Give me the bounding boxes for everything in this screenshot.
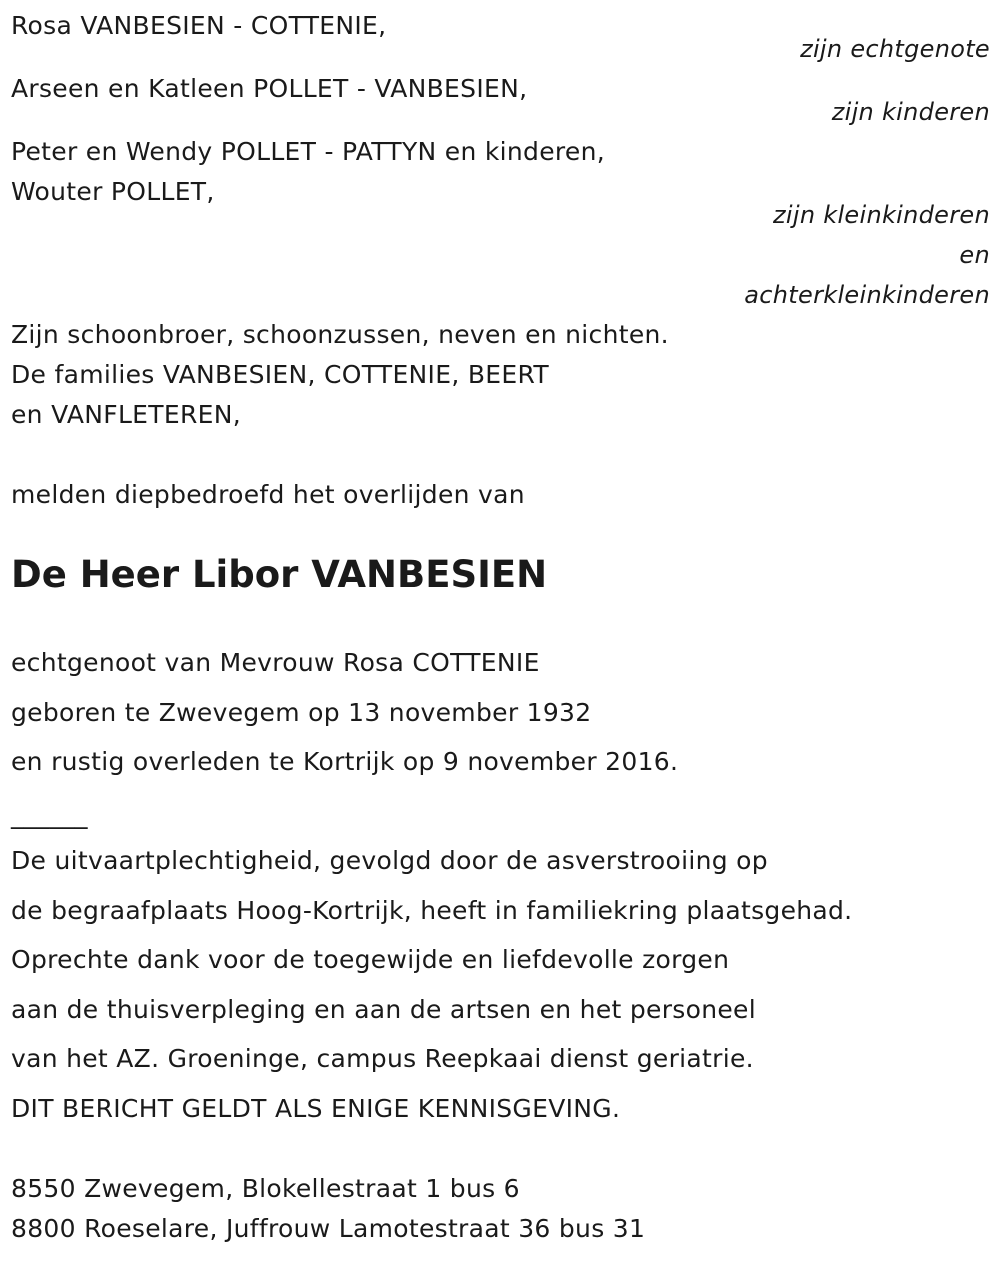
spouse-role: zijn echtgenote: [800, 35, 990, 63]
grandchildren-line-1: Peter en Wendy POLLET - PATTYN en kinderen,: [11, 137, 605, 166]
deceased-born: geboren te Zwevegem op 13 november 1932: [11, 698, 592, 727]
relatives-line-2: De families VANBESIEN, COTTENIE, BEERT: [11, 360, 549, 389]
funeral-line-2: de begraafplaats Hoog-Kortrijk, heeft in familiekring plaatsgehad.: [11, 896, 853, 925]
children-name: Arseen en Katleen POLLET - VANBESIEN,: [11, 74, 528, 103]
funeral-line-5: van het AZ. Groeninge, campus Reepkaai dienst geriatrie.: [11, 1044, 754, 1073]
grandchildren-role-line-3: achterkleinkinderen: [744, 281, 990, 309]
announcement: melden diepbedroefd het overlijden van: [11, 480, 525, 509]
relatives-line-1: Zijn schoonbroer, schoonzussen, neven en nichten.: [11, 320, 669, 349]
separator: ______: [11, 800, 88, 829]
grandchildren-role-line-2: en: [959, 241, 990, 269]
grandchildren-role-line-1: zijn kleinkinderen: [772, 201, 990, 229]
funeral-line-1: De uitvaartplechtigheid, gevolgd door de asverstrooiing op: [11, 846, 768, 875]
deceased-spouse: echtgenoot van Mevrouw Rosa COTTENIE: [11, 648, 540, 677]
children-role: zijn kinderen: [831, 98, 990, 126]
deceased-died: en rustig overleden te Kortrijk op 9 november 2016.: [11, 747, 679, 776]
funeral-line-4: aan de thuisverpleging en aan de artsen en het personeel: [11, 995, 756, 1024]
grandchildren-line-2: Wouter POLLET,: [11, 177, 215, 206]
spouse-name: Rosa VANBESIEN - COTTENIE,: [11, 11, 387, 40]
funeral-notice: DIT BERICHT GELDT ALS ENIGE KENNISGEVING.: [11, 1094, 621, 1123]
deceased-name: De Heer Libor VANBESIEN: [11, 553, 548, 596]
address-2: 8800 Roeselare, Juffrouw Lamotestraat 36 bus 31: [11, 1214, 646, 1243]
relatives-line-3: en VANFLETEREN,: [11, 400, 241, 429]
funeral-line-3: Oprechte dank voor de toegewijde en liefdevolle zorgen: [11, 945, 730, 974]
address-1: 8550 Zwevegem, Blokellestraat 1 bus 6: [11, 1174, 520, 1203]
